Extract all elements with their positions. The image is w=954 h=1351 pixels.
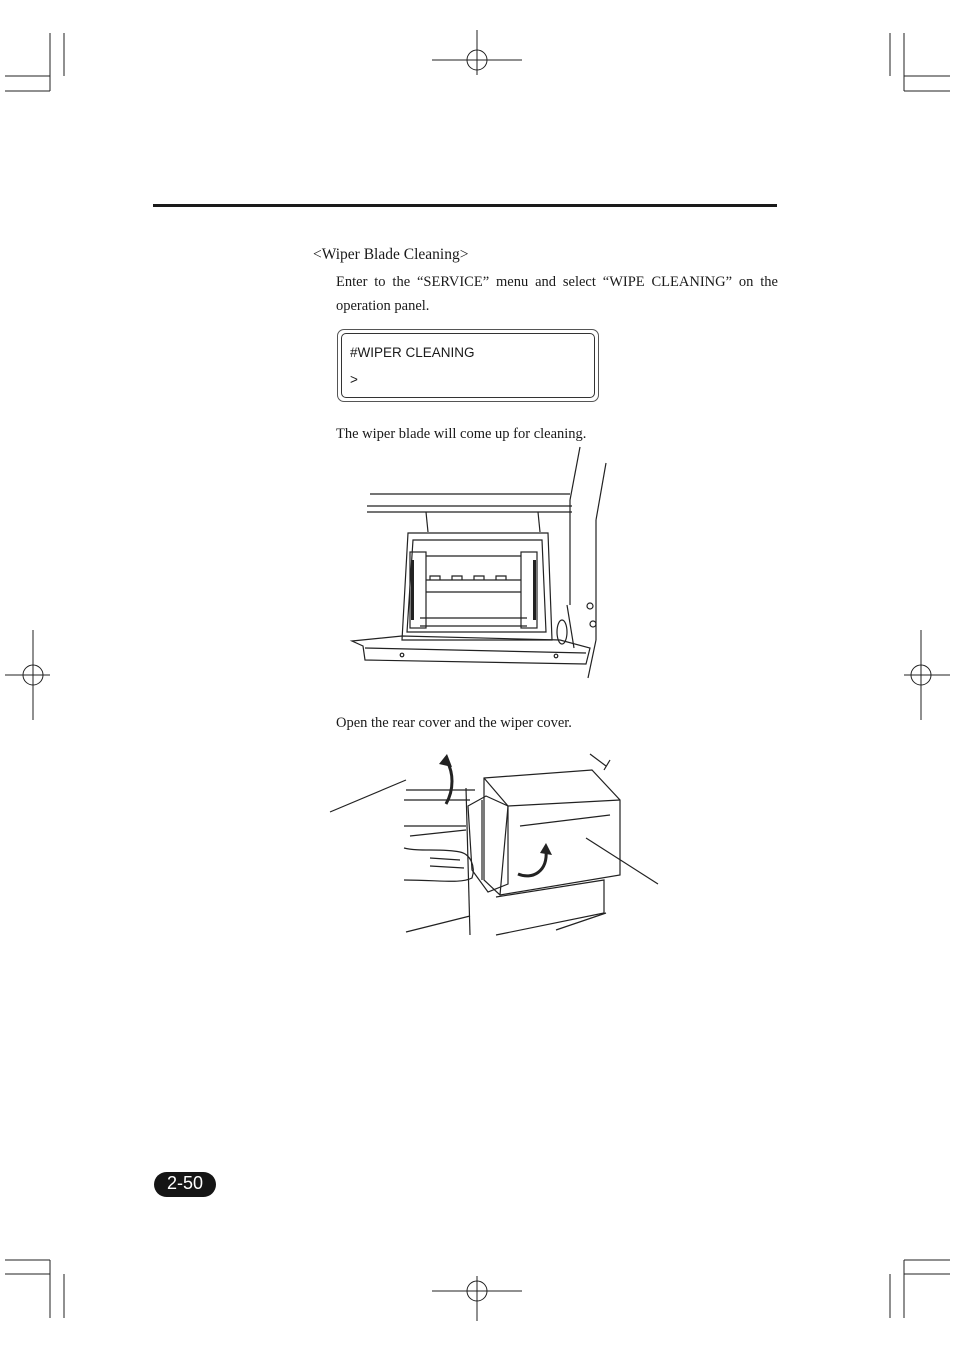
open-covers-note: Open the rear cover and the wiper cover. xyxy=(336,715,572,731)
panel-screen xyxy=(341,333,595,398)
wiper-unit-illustration xyxy=(340,440,630,685)
wiper-blade-note: The wiper blade will come up for cleaning. xyxy=(336,426,587,442)
section-heading: <Wiper Blade Cleaning> xyxy=(313,246,469,263)
panel-line-1: #WIPER CLEANING xyxy=(350,345,475,360)
header-rule xyxy=(153,204,777,207)
covers-illustration xyxy=(325,748,665,938)
panel-line-2: > xyxy=(350,372,358,387)
instruction-text: Enter to the “SERVICE” menu and select “WIPE CLEANING” on the operation panel. xyxy=(336,274,778,314)
page-number: 2-50 xyxy=(166,1173,204,1193)
